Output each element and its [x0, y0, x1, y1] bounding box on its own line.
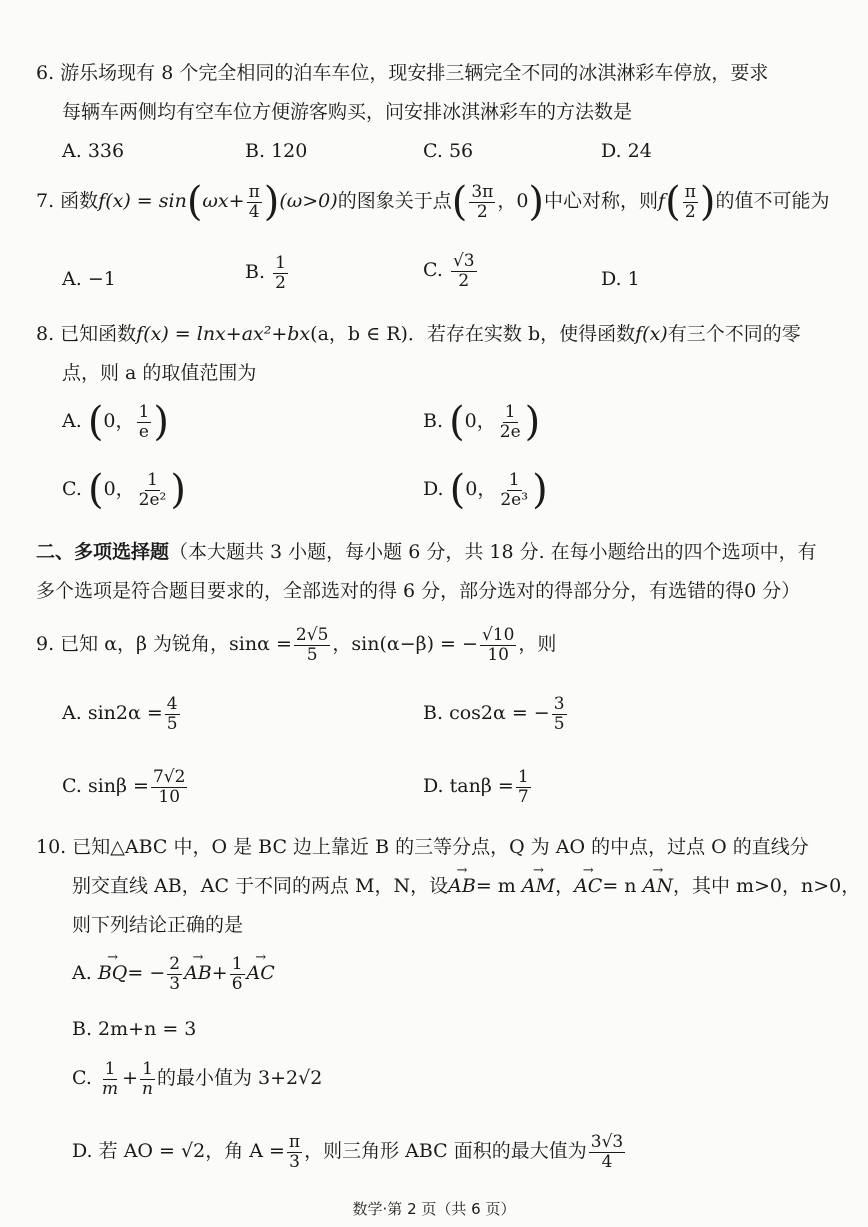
q7-option-d: D. 1 [601, 268, 640, 290]
q9-option-a: A. sin2α = $\frac{4}{5}$ [62, 694, 178, 734]
q10-option-b: B. 2m+n = 3 [72, 1018, 197, 1040]
q10-option-a: A. → BQ= − $\frac{2}{3}$ → AB+ $\frac{1}{6}$ → AC [72, 955, 275, 993]
q10-line3: 则下列结论正确的是 [72, 914, 244, 936]
q6-option-a: A. 336 [62, 140, 125, 162]
section2-line1: 二、多项选择题（本大题共 3 小题，每小题 6 分，共 18 分. 在每小题给出的四个选项中，有 [36, 541, 817, 563]
q8-line1: 8. 已知函数f(x) = lnx+ax²+bx(a，b ∈ R)．若存在实数 b，使得函数f(x)有三个不同的零 [36, 323, 801, 345]
q6-line1: 6. 游乐场现有 8 个完全相同的泊车车位，现安排三辆完全不同的冰淇淋彩车停放，要求 [36, 62, 769, 84]
q7-stem: 7. 函数f(x) = sin(ωx+ $\frac{\pi}{4}$ )(ω>0)的图象关于点( $\frac{3\pi}{2}$ ，0)中心对称，则f( $\frac{\pi}{2}$ )的值不可能为 [36, 179, 830, 225]
q8-option-b: B. (0， $\frac{1}{2e}$ ) [423, 399, 541, 445]
q10-line1: 10. 已知△ABC 中，O 是 BC 边上靠近 B 的三等分点，Q 为 AO 的中点，过点 O 的直线分 [36, 836, 809, 858]
q8-option-a: A. (0， $\frac{1}{e}$ ) [62, 399, 169, 445]
q6-option-b: B. 120 [245, 140, 308, 162]
q7-option-c: C. $\frac{√3}{2}$ [423, 251, 475, 291]
page-footer: 数学·第 2 页（共 6 页） [352, 1200, 516, 1218]
section2-title: 二、多项选择题 [36, 541, 170, 563]
q6-option-d: D. 24 [601, 140, 652, 162]
section2-line2: 多个选项是符合题目要求的，全部选对的得 6 分，部分选对的得部分分，有选错的得0 分） [36, 580, 801, 602]
q8-line2: 点，则 a 的取值范围为 [62, 362, 257, 384]
q10-option-d: D. 若 AO = √2，角 A = $\frac{\pi}{3}$ ，则三角形 ABC 面积的最大值为 $\frac{3√3}{4}$ [72, 1132, 624, 1172]
q8-option-d: D. (0， $\frac{1}{\text{2e³}}$ ) [423, 467, 548, 513]
q7-option-a: A. −1 [62, 268, 116, 290]
q9-option-b: B. cos2α = − $\frac{3}{5}$ [423, 694, 565, 734]
q10-option-c: C. $\frac{1}{m}$ + $\frac{1}{n}$ 的最小值为 3+2√2 [72, 1059, 323, 1099]
q9-stem: 9. 已知 α，β 为锐角，sinα = $\frac{2√5}{5}$ ，sin(α−β) = − $\frac{√10}{10}$ ，则 [36, 625, 557, 665]
q7-option-b: B. $\frac{1}{2}$ [245, 253, 286, 293]
q9-option-c: C. sinβ = $\frac{7√2}{10}$ [62, 767, 186, 807]
q8-option-c: C. (0， $\frac{1}{\text{2e²}}$ ) [62, 467, 186, 513]
q6-option-c: C. 56 [423, 140, 474, 162]
q6-line2: 每辆车两侧均有空车位方便游客购买，问安排冰淇淋彩车的方法数是 [62, 101, 633, 123]
q9-option-d: D. tanβ = $\frac{1}{7}$ [423, 767, 529, 807]
q10-line2: 别交直线 AB，AC 于不同的两点 M，N，设→ AB= m → AM，→ AC= n → AN，其中 m>0，n>0， [72, 875, 860, 898]
